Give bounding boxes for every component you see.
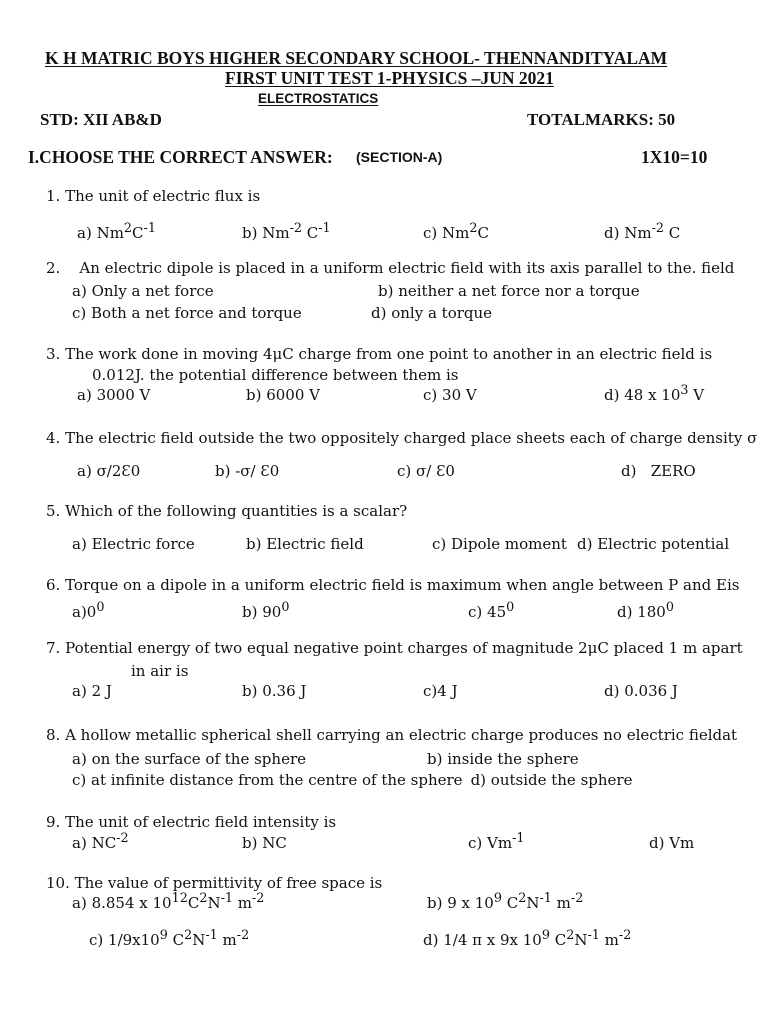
- option-superscript: -2: [618, 927, 632, 943]
- option-superscript: 9: [159, 927, 168, 943]
- total-marks: TOTALMARKS: 50: [527, 110, 676, 129]
- option-text: b) 0.36 J: [242, 682, 307, 700]
- question-8-option-d: [471, 771, 633, 789]
- question-10-text: 10. The value of permittivity of free space is: [46, 874, 383, 892]
- option-superscript: -2: [570, 890, 584, 906]
- option-text: a) Nm: [77, 224, 124, 242]
- question-1-option-c: [423, 220, 489, 243]
- option-superscript: 9: [541, 927, 550, 943]
- question-7-option-a: [72, 681, 112, 701]
- question-6-option-d: [617, 599, 674, 622]
- question-2-option-b: [378, 281, 640, 301]
- question-7-option-b: [242, 681, 306, 701]
- option-superscript: 2: [184, 927, 193, 943]
- question-8-option-b: [427, 749, 579, 769]
- test-title: FIRST UNIT TEST 1-PHYSICS –JUN 2021: [225, 68, 554, 88]
- option-text: d) 1/4 π x 9x 10: [423, 931, 542, 949]
- option-text: m: [217, 931, 237, 949]
- option-text: c) σ/ Ɛ0: [397, 462, 455, 480]
- option-text: d) Nm: [604, 224, 652, 242]
- option-text: b) inside the sphere: [427, 750, 579, 768]
- question-2-option-c: [72, 303, 302, 323]
- option-text: c) Vm: [468, 834, 513, 852]
- option-text: N: [526, 894, 540, 912]
- question-5-option-c: [432, 534, 567, 554]
- option-text: N: [207, 894, 221, 912]
- option-text: b) Nm: [242, 224, 290, 242]
- option-text: d) Vm: [649, 834, 695, 852]
- option-superscript: -1: [143, 220, 156, 236]
- option-superscript: 2: [566, 927, 575, 943]
- question-8-text: 8. A hollow metallic spherical shell carrying an electric charge produces no electric fieldat: [46, 726, 738, 744]
- option-text: m: [232, 894, 252, 912]
- option-text: d) 0.036 J: [604, 682, 678, 700]
- option-superscript: 12: [171, 890, 188, 906]
- question-3-text: 3. The work done in moving 4μC charge from one point to another in an electric field is: [46, 345, 713, 363]
- question-10-option-b: [427, 890, 584, 913]
- question-7-text: 7. Potential energy of two equal negative point charges of magnitude 2μC placed 1 m apart: [46, 639, 743, 657]
- option-superscript: -1: [205, 927, 218, 943]
- option-text: a) 8.854 x 10: [72, 894, 172, 912]
- question-5-option-d: [577, 534, 729, 554]
- question-6-text: 6. Torque on a dipole in a uniform electric field is maximum when angle between P and Eis: [46, 576, 740, 594]
- option-text: C: [501, 894, 519, 912]
- option-superscript: 0: [281, 599, 290, 615]
- option-superscript: -2: [651, 220, 664, 236]
- option-text: N: [574, 931, 588, 949]
- option-text: a) 2 J: [72, 682, 112, 700]
- question-7-option-c: [423, 681, 458, 701]
- option-text: a) 3000 V: [77, 386, 151, 404]
- question-10-option-d: [423, 927, 632, 950]
- question-5-text: 5. Which of the following quantities is a scalar?: [46, 502, 408, 520]
- question-1-option-d: [604, 220, 681, 243]
- option-text: d) 48 x 10: [604, 386, 681, 404]
- question-3-option-d: [604, 382, 705, 405]
- question-10-option-c: [89, 927, 250, 950]
- question-5-option-a: [72, 534, 195, 554]
- option-superscript: -1: [587, 927, 600, 943]
- question-3-text-continued: 0.012J. the potential difference between them is: [92, 366, 459, 384]
- option-superscript: -1: [539, 890, 552, 906]
- option-text: b) -σ/ Ɛ0: [215, 462, 280, 480]
- option-superscript: 9: [493, 890, 502, 906]
- option-superscript: 2: [123, 220, 133, 236]
- option-text: d) ZERO: [621, 462, 696, 480]
- option-text: C: [167, 931, 185, 949]
- option-text: b) NC: [242, 834, 287, 852]
- question-9-text: 9. The unit of electric field intensity is: [46, 813, 337, 831]
- section-instruction: I.CHOOSE THE CORRECT ANSWER:: [28, 147, 333, 167]
- option-text: c) Nm: [423, 224, 470, 242]
- option-text: m: [599, 931, 619, 949]
- standard-label: STD: XII AB&D: [40, 110, 162, 129]
- school-name: K H MATRIC BOYS HIGHER SECONDARY SCHOOL- THENNANDITYALAM: [45, 48, 668, 68]
- option-text: a) on the surface of the sphere: [72, 750, 306, 768]
- section-name: (SECTION-A): [356, 149, 443, 165]
- option-text: d) outside the sphere: [470, 771, 633, 789]
- section-marks: 1X10=10: [641, 147, 708, 167]
- question-6-option-a: [72, 599, 105, 622]
- question-3-option-a: [77, 385, 150, 405]
- option-text: a) Electric force: [72, 535, 195, 553]
- question-4-option-a: [77, 461, 140, 481]
- question-1-option-b: [242, 220, 331, 243]
- option-superscript: 3: [680, 382, 689, 398]
- question-10-option-a: [72, 890, 265, 913]
- option-text: m: [551, 894, 571, 912]
- question-1-text: 1. The unit of electric flux is: [46, 187, 261, 205]
- option-superscript: 2: [469, 220, 478, 236]
- option-superscript: -1: [220, 890, 233, 906]
- option-text: c) Both a net force and torque: [72, 304, 302, 322]
- question-8-options-row: [72, 770, 632, 790]
- option-text: b) Electric field: [246, 535, 364, 553]
- question-1-option-a: [77, 220, 156, 243]
- option-text: c) 30 V: [423, 386, 477, 404]
- option-superscript: 2: [199, 890, 208, 906]
- option-text: c) at infinite distance from the centre of the sphere: [72, 771, 463, 789]
- question-2-option-a: [72, 281, 214, 301]
- question-9-option-d: [649, 833, 694, 853]
- option-superscript: 0: [96, 599, 105, 615]
- question-2-text: 2. An electric dipole is placed in a uniform electric field with its axis parallel to the. field: [46, 259, 735, 277]
- option-text: c) Dipole moment: [432, 535, 567, 553]
- option-text: C: [664, 224, 681, 242]
- question-4-text: 4. The electric field outside the two oppositely charged place sheets each of charge density σ: [46, 429, 758, 447]
- option-text: a) Only a net force: [72, 282, 214, 300]
- option-text: C: [477, 224, 489, 242]
- option-superscript: 2: [518, 890, 527, 906]
- option-text: c) 45: [468, 603, 507, 621]
- option-text: d) Electric potential: [577, 535, 730, 553]
- option-superscript: -2: [236, 927, 250, 943]
- question-3-option-b: [246, 385, 320, 405]
- option-superscript: -1: [512, 830, 525, 846]
- option-superscript: -2: [116, 830, 129, 846]
- question-4-option-c: [397, 461, 455, 481]
- option-text: c) 1/9x10: [89, 931, 160, 949]
- question-6-option-b: [242, 599, 290, 622]
- question-4-option-b: [215, 461, 279, 481]
- question-7-option-d: [604, 681, 678, 701]
- option-text: b) neither a net force nor a torque: [378, 282, 640, 300]
- question-4-option-d: [621, 461, 696, 481]
- question-9-option-c: [468, 830, 525, 853]
- topic-title: ELECTROSTATICS: [258, 91, 379, 106]
- option-text: a)0: [72, 603, 97, 621]
- option-superscript: -2: [289, 220, 302, 236]
- question-9-option-b: [242, 833, 287, 853]
- option-text: V: [688, 386, 705, 404]
- question-8-option-a: [72, 749, 306, 769]
- option-text: b) 90: [242, 603, 282, 621]
- question-7-text-continued: in air is: [131, 662, 189, 680]
- option-text: C: [549, 931, 567, 949]
- question-6-option-c: [468, 599, 515, 622]
- option-text: C: [132, 224, 144, 242]
- option-text: b) 6000 V: [246, 386, 320, 404]
- option-text: d) 180: [617, 603, 666, 621]
- option-superscript: -1: [318, 220, 331, 236]
- option-superscript: 0: [665, 599, 674, 615]
- question-9-option-a: [72, 830, 129, 853]
- question-5-option-b: [246, 534, 364, 554]
- option-text: a) NC: [72, 834, 117, 852]
- option-text: C: [187, 894, 200, 912]
- option-superscript: 0: [506, 599, 515, 615]
- question-3-option-c: [423, 385, 477, 405]
- option-text: d) only a torque: [371, 304, 493, 322]
- question-8-option-c: [72, 771, 463, 789]
- option-text: N: [192, 931, 206, 949]
- option-text: C: [302, 224, 319, 242]
- option-text: a) σ/2Ɛ0: [77, 462, 141, 480]
- option-superscript: -2: [251, 890, 265, 906]
- option-text: c)4 J: [423, 682, 458, 700]
- option-text: b) 9 x 10: [427, 894, 494, 912]
- question-2-option-d: [371, 303, 492, 323]
